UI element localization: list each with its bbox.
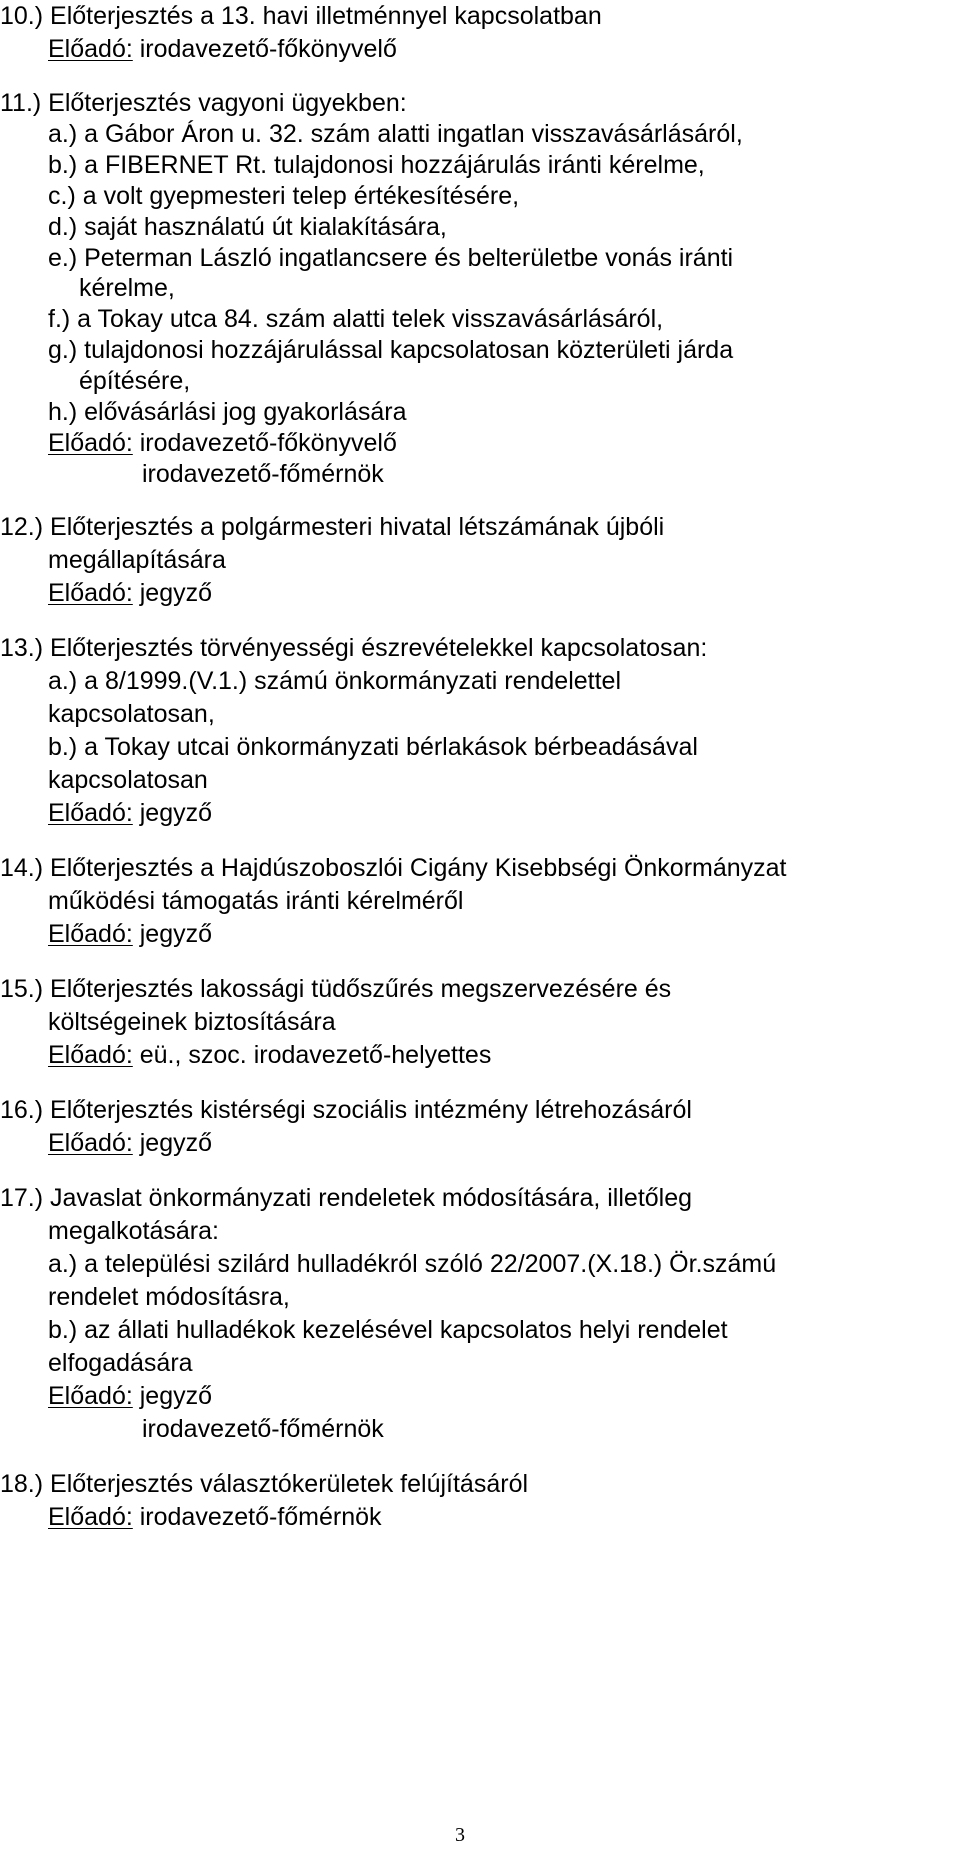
agenda-item-17-title: 17.) Javaslat önkormányzati rendeletek módosítására, illetőleg bbox=[0, 1184, 693, 1212]
agenda-item-17-presenter-2: irodavezető-főmérnök bbox=[142, 1415, 384, 1443]
agenda-item-14-title-cont: működési támogatás iránti kérelméről bbox=[48, 887, 464, 915]
presenter-label: Előadó: bbox=[48, 429, 133, 457]
agenda-subitem: f.) a Tokay utca 84. szám alatti telek visszavásárlásáról, bbox=[48, 305, 664, 333]
agenda-subitem: a.) a Gábor Áron u. 32. szám alatti ingatlan visszavásárlásáról, bbox=[48, 120, 743, 148]
page-number: 3 bbox=[455, 1824, 465, 1846]
agenda-subitem: b.) az állati hulladékok kezelésével kapcsolatos helyi rendelet bbox=[48, 1316, 728, 1344]
agenda-item-14-presenter: Előadó: jegyző bbox=[48, 920, 213, 948]
agenda-item-13-title: 13.) Előterjesztés törvényességi észrevételekkel kapcsolatosan: bbox=[0, 634, 708, 662]
agenda-item-16-presenter: Előadó: jegyző bbox=[48, 1129, 213, 1157]
agenda-item-12-title-cont: megállapítására bbox=[48, 546, 226, 574]
presenter-label: Előadó: bbox=[48, 35, 133, 63]
agenda-subitem: h.) elővásárlási jog gyakorlására bbox=[48, 398, 407, 426]
agenda-subitem: c.) a volt gyepmesteri telep értékesítésére, bbox=[48, 182, 520, 210]
presenter-label: Előadó: bbox=[48, 1503, 133, 1531]
agenda-item-13-presenter: Előadó: jegyző bbox=[48, 799, 213, 827]
agenda-item-12-presenter: Előadó: jegyző bbox=[48, 579, 213, 607]
agenda-subitem: b.) a FIBERNET Rt. tulajdonosi hozzájárulás iránti kérelme, bbox=[48, 151, 705, 179]
presenter-label: Előadó: bbox=[48, 579, 133, 607]
agenda-subitem-continuation: kérelme, bbox=[79, 274, 175, 302]
agenda-subitem: a.) a 8/1999.(V.1.) számú önkormányzati rendelettel bbox=[48, 667, 621, 695]
agenda-item-15-presenter: Előadó: eü., szoc. irodavezető-helyettes bbox=[48, 1041, 492, 1069]
agenda-item-18-presenter: Előadó: irodavezető-főmérnök bbox=[48, 1503, 382, 1531]
agenda-item-17-title-cont: megalkotására: bbox=[48, 1217, 219, 1245]
agenda-subitem: a.) a települési szilárd hulladékról szóló 22/2007.(X.18.) Ör.számú bbox=[48, 1250, 777, 1278]
agenda-subitem-continuation: építésére, bbox=[79, 367, 191, 395]
agenda-item-10-title: 10.) Előterjesztés a 13. havi illetménnyel kapcsolatban bbox=[0, 2, 602, 30]
agenda-item-12-title: 12.) Előterjesztés a polgármesteri hivatal létszámának újbóli bbox=[0, 513, 665, 541]
agenda-subitem: b.) a Tokay utcai önkormányzati bérlakások bérbeadásával bbox=[48, 733, 698, 761]
presenter-label: Előadó: bbox=[48, 920, 133, 948]
agenda-item-11-presenter-2: irodavezető-főmérnök bbox=[142, 460, 384, 488]
agenda-subitem-continuation: rendelet módosításra, bbox=[48, 1283, 290, 1311]
agenda-item-16-title: 16.) Előterjesztés kistérségi szociális intézmény létrehozásáról bbox=[0, 1096, 692, 1124]
presenter-label: Előadó: bbox=[48, 799, 133, 827]
presenter-label: Előadó: bbox=[48, 1382, 133, 1410]
agenda-item-11-presenter: Előadó: irodavezető-főkönyvelő bbox=[48, 429, 397, 457]
agenda-item-17-presenter: Előadó: jegyző bbox=[48, 1382, 213, 1410]
agenda-subitem-continuation: kapcsolatosan, bbox=[48, 700, 215, 728]
agenda-subitem: g.) tulajdonosi hozzájárulással kapcsolatosan közterületi járda bbox=[48, 336, 734, 364]
agenda-item-10-presenter: Előadó: irodavezető-főkönyvelő bbox=[48, 35, 397, 63]
agenda-item-15-title: 15.) Előterjesztés lakossági tüdőszűrés megszervezésére és bbox=[0, 975, 672, 1003]
agenda-item-11-title: 11.) Előterjesztés vagyoni ügyekben: bbox=[0, 89, 407, 117]
presenter-label: Előadó: bbox=[48, 1129, 133, 1157]
agenda-subitem-continuation: kapcsolatosan bbox=[48, 766, 208, 794]
agenda-subitem-continuation: elfogadására bbox=[48, 1349, 193, 1377]
agenda-subitem: d.) saját használatú út kialakítására, bbox=[48, 213, 447, 241]
agenda-item-14-title: 14.) Előterjesztés a Hajdúszoboszlói Cigány Kisebbségi Önkormányzat bbox=[0, 854, 787, 882]
agenda-item-15-title-cont: költségeinek biztosítására bbox=[48, 1008, 336, 1036]
agenda-item-18-title: 18.) Előterjesztés választókerületek felújításáról bbox=[0, 1470, 529, 1498]
agenda-subitem: e.) Peterman László ingatlancsere és belterületbe vonás iránti bbox=[48, 244, 734, 272]
presenter-label: Előadó: bbox=[48, 1041, 133, 1069]
